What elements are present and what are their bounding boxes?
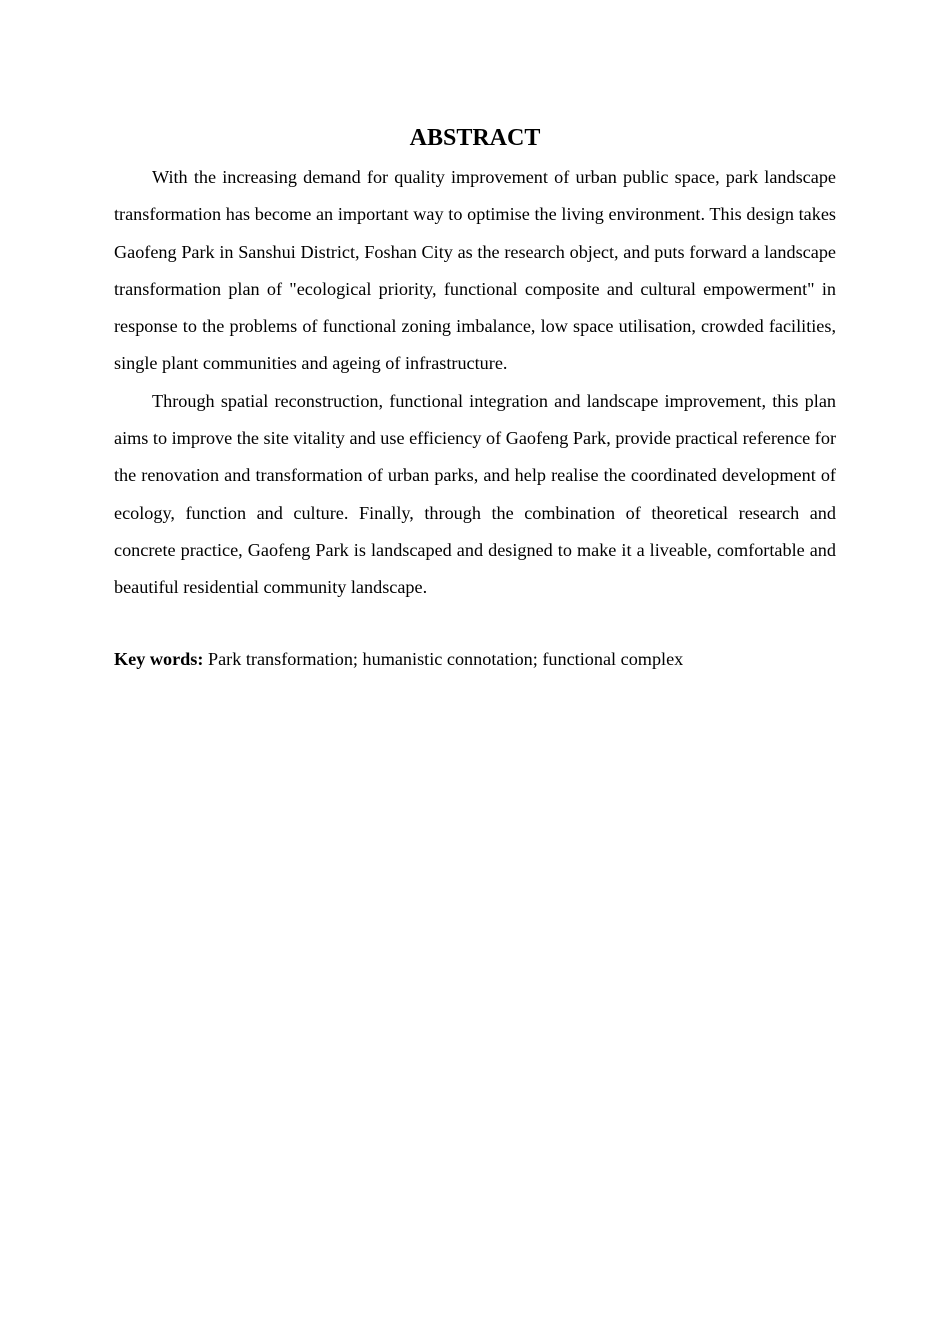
abstract-paragraph-1: With the increasing demand for quality improvement of urban public space, park landscape transformation has become an important way to optimise the living environment. This design takes Gaofeng Park in Sanshui District, Foshan City as the research object, and puts forward a landscape transformation plan of "ecological priority, functional composite and cultural empowerment" in response to the problems of functional zoning imbalance, low space utilisation, crowded facilities, single plant communities and ageing of infrastructure. xyxy=(114,167,836,374)
keywords-label: Key words: xyxy=(114,648,204,669)
abstract-section xyxy=(114,122,836,678)
abstract-paragraph-2: Through spatial reconstruction, functional integration and landscape improvement, this plan aims to improve the site vitality and use efficiency of Gaofeng Park, provide practical reference for the renovation and transformation of urban parks, and help realise the coordinated development of ecology, function and culture. Finally, through the combination of theoretical research and concrete practice, Gaofeng Park is landscaped and designed to make it a liveable, comfortable and beautiful residential community landscape. xyxy=(114,390,836,598)
keywords-text: Park transformation; humanistic connotation; functional complex xyxy=(207,648,684,669)
abstract-title: ABSTRACT xyxy=(409,125,541,151)
keywords-line xyxy=(114,641,836,678)
